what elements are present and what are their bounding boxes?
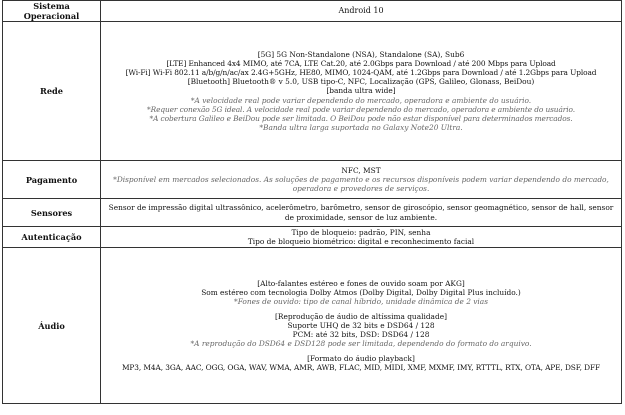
label-line: Operacional [23,11,80,21]
spec-table [2,0,622,404]
label-sistema-operacional [3,1,101,22]
audio-line: Som estéreo com tecnologia Dolby Atmos (Dolby Digital, Dolby Digital Plus incluído.) [201,287,521,297]
autenticacao-line: Tipo de bloqueio: padrão, PIN, senha [291,227,431,237]
row-audio [3,248,622,404]
row-sistema-operacional [3,1,622,22]
value-sensores [101,199,622,227]
label-autenticacao: Autenticação [3,227,101,248]
audio-line: [Reprodução de áudio de altíssima qualidade] [275,311,447,321]
value-pagamento [101,161,622,199]
rede-note: *Banda ultra larga suportada no Galaxy Note20 Ultra. [259,122,463,132]
label-line: Sistema [33,1,70,11]
audio-line: [Alto-falantes estéreo e fones de ouvido soam por AKG] [257,278,465,288]
audio-formats: MP3, M4A, 3GA, AAC, OGG, OGA, WAV, WMA, AMR, AWB, FLAC, MID, MIDI, XMF, MXMF, IMY, RTTTL, RTX, OTA, APE, DSF, DFF [121,363,601,373]
pagamento-note: *Disponível em mercados selecionados. As soluções de pagamento e os recursos disponíveis podem variar dependendo do mercado, operadora e provedores de serviços. [113,174,609,194]
rede-line-5g: [5G] 5G Non-Standalone (NSA), Standalone (SA), Sub6 [257,50,465,60]
row-autenticacao [3,227,622,248]
audio-line: [Formato do áudio playback] [307,354,415,364]
rede-line-bluetooth: [Bluetooth] Bluetooth® v 5.0, USB tipo-C, NFC, Localização (GPS, Galileo, Glonass, BeiDou) [187,77,535,87]
value-rede [101,22,622,161]
label-rede: Rede [3,22,101,161]
value-autenticacao [101,227,622,248]
label-sensores: Sensores [3,199,101,227]
audio-line: Suporte UHQ de 32 bits e DSD64 / 128 [287,320,435,330]
value-sistema-operacional [101,1,622,22]
audio-line: PCM: até 32 bits, DSD: DSD64 / 128 [292,330,430,340]
audio-note: *Fones de ouvido: tipo de canal híbrido, unidade dinâmica de 2 vias [234,296,488,306]
label-audio: Áudio [3,248,101,404]
rede-note: *Requer conexão 5G ideal. A velocidade real pode variar dependendo do mercado, operadora e ambiente do usuário. [147,104,575,114]
audio-note: *A reprodução do DSD64 e DSD128 pode ser limitada, dependendo do formato do arquivo. [190,339,532,349]
rede-note: *A velocidade real pode variar dependendo do mercado, operadora e ambiente do usuário. [190,95,532,105]
rede-line-wifi: [Wi-Fi] Wi-Fi 802.11 a/b/g/n/ac/ax 2.4G+5GHz, HE80, MIMO, 1024-QAM, até 1.2Gbps para Download / até 1.2Gbps para Upload [125,68,597,78]
rede-note: *A cobertura Galileo e BeiDou pode ser limitada. O BeiDou pode não estar disponível para determinados mercados. [149,113,573,123]
row-pagamento [3,161,622,199]
rede-line-uwb: [banda ultra wide] [326,86,396,96]
row-sensores [3,199,622,227]
row-rede [3,22,622,161]
os-value: Android 10 [338,6,384,16]
rede-line-lte: [LTE] Enhanced 4x4 MIMO, até 7CA, LTE Cat.20, até 2.0Gbps para Download / até 200 Mbps para Upload [166,59,556,69]
sensores-value: Sensor de impressão digital ultrassônico, acelerômetro, barômetro, sensor de giroscópio, sensor geomagnético, sensor de hall, sensor de proximidade, sensor de luz ambiente. [108,203,614,222]
autenticacao-line: Tipo de bloqueio biométrico: digital e reconhecimento facial [247,237,475,246]
value-audio [101,248,622,404]
pagamento-value: NFC, MST [341,165,381,175]
label-pagamento: Pagamento [3,161,101,199]
